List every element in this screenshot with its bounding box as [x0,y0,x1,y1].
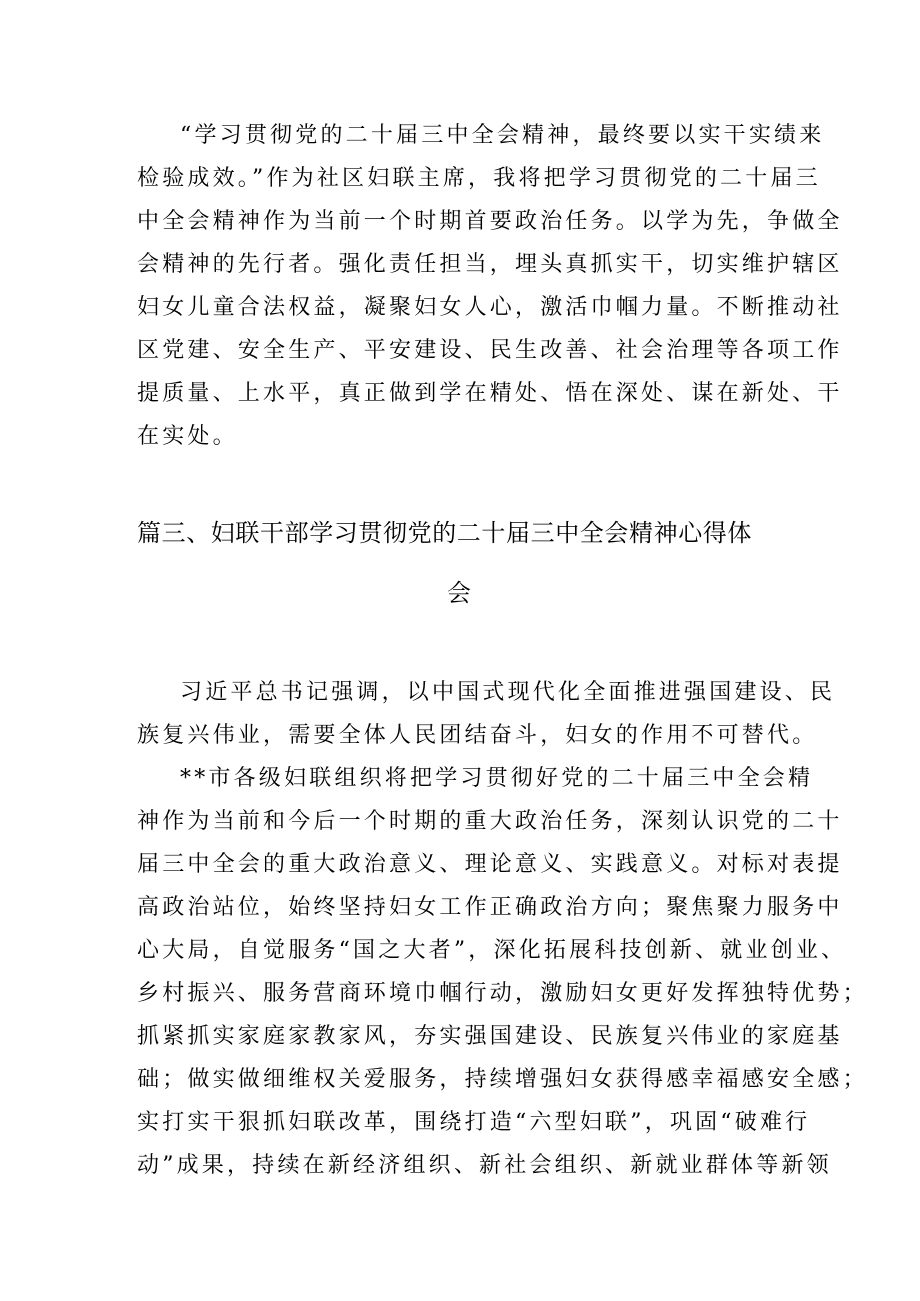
paragraph-line: 抓紧抓实家庭家教家风，夯实强国建设、民族复兴伟业的家庭基 [137,1024,843,1049]
paragraph-line: 检验成效。”作为社区妇联主席，我将把学习贯彻党的二十届三 [137,166,821,191]
section-heading-line-1: 篇三、妇联干部学习贯彻党的二十届三中全会精神心得体 [137,519,752,547]
paragraph-line: 妇女儿童合法权益，凝聚妇女人心，激活巾帼力量。不断推动社 [137,295,843,320]
paragraph-line: 区党建、安全生产、平安建设、民生改善、社会治理等各项工作 [137,338,843,363]
paragraph-line: 神作为当前和今后一个时期的重大政治任务，深刻认识党的二十 [137,809,843,834]
paragraph-line: 在实处。 [137,424,238,449]
paragraph-line: **市各级妇联组织将把学习贯彻好党的二十届三中全会精 [180,766,814,791]
paragraph-line: 动”成果，持续在新经济组织、新社会组织、新就业群体等新领 [137,1153,832,1178]
paragraph-line: 乡村振兴、服务营商环境巾帼行动，激励妇女更好发挥独特优势； [137,981,868,1006]
paragraph-line: 实打实干狠抓妇联改革，围绕打造“六型妇联”，巩固“破难行 [137,1110,811,1135]
paragraph-line: 础；做实做细维权关爱服务，持续增强妇女获得感幸福感安全感； [137,1067,868,1092]
paragraph-line: 族复兴伟业，需要全体人民团结奋斗，妇女的作用不可替代。 [137,723,818,748]
paragraph-line: 习近平总书记强调，以中国式现代化全面推进强国建设、民 [180,680,836,705]
paragraph-line: 届三中全会的重大政治意义、理论意义、实践意义。对标对表提 [137,852,843,877]
paragraph-line: 心大局，自觉服务“国之大者”，深化拓展科技创新、就业创业、 [137,938,847,963]
paragraph-line: 会精神的先行者。强化责任担当，埋头真抓实干，切实维护辖区 [137,252,843,277]
section-heading-line-2: 会 [447,579,472,607]
paragraph-line: “学习贯彻党的二十届三中全会精神，最终要以实干实绩来 [180,123,825,148]
paragraph-line: 提质量、上水平，真正做到学在精处、悟在深处、谋在新处、干 [137,381,843,406]
paragraph-line: 中全会精神作为当前一个时期首要政治任务。以学为先，争做全 [137,209,843,234]
paragraph-line: 高政治站位，始终坚持妇女工作正确政治方向；聚焦聚力服务中 [137,895,843,920]
